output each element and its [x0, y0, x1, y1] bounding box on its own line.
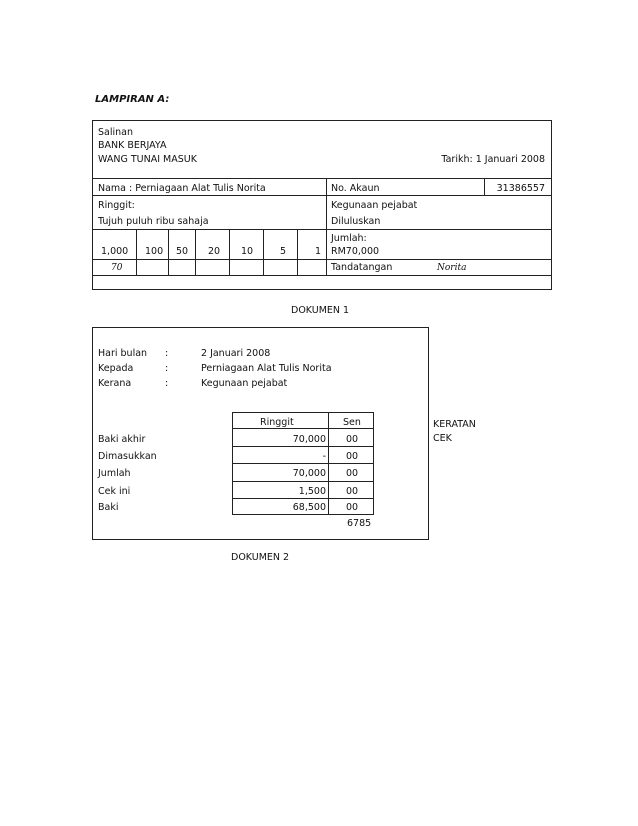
row-sen: 00 [346, 434, 359, 445]
total-label: Jumlah: [331, 233, 367, 244]
to-label: Kepada [98, 363, 134, 374]
denomination-5: 5 [280, 246, 287, 257]
row-sen: 00 [346, 502, 359, 513]
denomination-10: 10 [241, 246, 254, 257]
slip-date: Tarikh: 1 Januari 2008 [441, 154, 545, 165]
ringgit-label: Ringgit: [98, 200, 135, 211]
copy-label: Salinan [98, 127, 133, 138]
divider [93, 229, 551, 230]
row-label: Cek ini [98, 486, 131, 497]
document-2-caption: DOKUMEN 2 [231, 552, 290, 563]
keratan-label: KERATAN [433, 419, 476, 430]
divider [232, 498, 374, 499]
date-label: Hari bulan [98, 348, 148, 359]
divider [232, 481, 374, 482]
sen-header: Sen [343, 417, 361, 428]
divider [93, 178, 551, 179]
depositor-name: Nama : Perniagaan Alat Tulis Norita [98, 183, 266, 194]
amount-in-words: Tujuh puluh ribu sahaja [98, 216, 209, 227]
cheque-stub [92, 327, 429, 540]
account-label: No. Akaun [331, 183, 380, 194]
reason-label: Kerana [98, 378, 132, 389]
row-ringgit: 1,500 [298, 486, 326, 497]
approved-label: Diluluskan [331, 216, 381, 227]
row-label: Dimasukkan [98, 451, 157, 462]
signature-label: Tandatangan [331, 262, 393, 273]
colon: : [165, 363, 169, 374]
divider [136, 229, 137, 275]
colon: : [165, 348, 169, 359]
appendix-heading: LAMPIRAN A: [95, 94, 170, 105]
denomination-100: 100 [145, 246, 164, 257]
deposit-slip [92, 120, 552, 290]
row-sen: 00 [346, 451, 359, 462]
divider [232, 446, 374, 447]
divider [232, 463, 374, 464]
reason-value: Kegunaan pejabat [201, 378, 288, 389]
divider [263, 229, 264, 275]
row-sen: 00 [346, 468, 359, 479]
divider [229, 229, 230, 275]
divider [93, 195, 551, 196]
row-ringgit: - [322, 451, 326, 462]
denomination-count: 70 [111, 263, 123, 273]
cheque-number: 6785 [347, 518, 372, 529]
slip-title: WANG TUNAI MASUK [98, 154, 197, 165]
bank-name: BANK BERJAYA [98, 140, 167, 151]
divider [93, 275, 551, 276]
denomination-1000: 1,000 [101, 246, 129, 257]
divider [484, 178, 485, 195]
divider [168, 229, 169, 275]
divider [93, 259, 551, 260]
divider [326, 178, 327, 275]
colon: : [165, 378, 169, 389]
denomination-20: 20 [208, 246, 221, 257]
row-label: Baki [98, 502, 119, 513]
office-use-label: Kegunaan pejabat [331, 200, 418, 211]
row-sen: 00 [346, 486, 359, 497]
divider [195, 229, 196, 275]
denomination-1: 1 [315, 246, 322, 257]
date-value: 2 Januari 2008 [201, 348, 271, 359]
divider [297, 229, 298, 275]
document-1-caption: DOKUMEN 1 [291, 305, 350, 316]
signature: Norita [437, 263, 467, 273]
ringgit-header: Ringgit [260, 417, 294, 428]
row-ringgit: 68,500 [292, 502, 326, 513]
row-ringgit: 70,000 [292, 434, 326, 445]
row-label: Baki akhir [98, 434, 146, 445]
to-value: Perniagaan Alat Tulis Norita [201, 363, 332, 374]
row-ringgit: 70,000 [292, 468, 326, 479]
account-number: 31386557 [496, 183, 545, 194]
total-value: RM70,000 [331, 246, 380, 257]
denomination-50: 50 [176, 246, 189, 257]
row-label: Jumlah [98, 468, 131, 479]
cek-label: CEK [433, 433, 452, 444]
